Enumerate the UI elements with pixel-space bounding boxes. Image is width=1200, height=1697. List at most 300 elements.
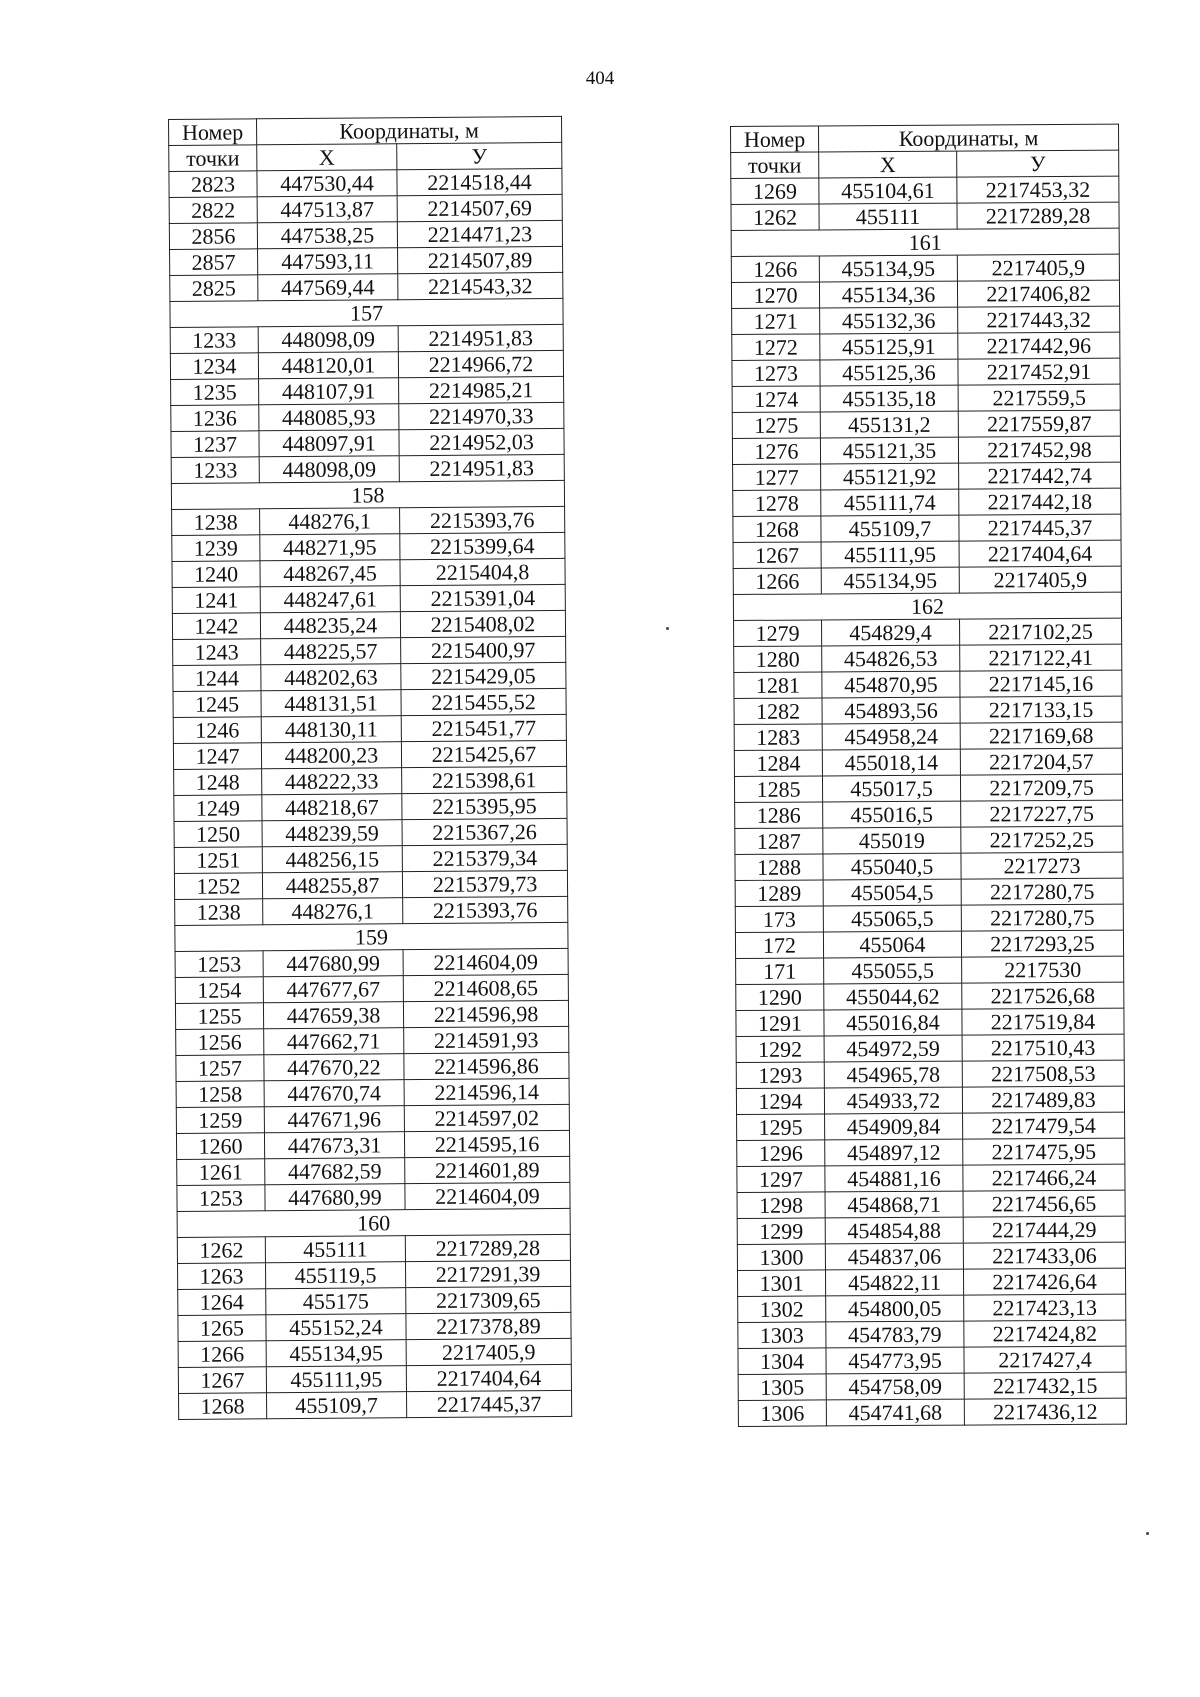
group-number: 160 xyxy=(177,1208,570,1237)
header-point-number-line2: точки xyxy=(731,152,819,179)
point-number-cell: 1257 xyxy=(176,1055,264,1082)
y-coordinate-cell: 2215398,61 xyxy=(402,766,567,793)
header-y: У xyxy=(397,142,562,169)
table-row xyxy=(170,246,563,275)
y-coordinate-cell: 2214596,14 xyxy=(404,1078,569,1105)
table-row xyxy=(173,740,566,769)
x-coordinate-cell: 448256,15 xyxy=(262,846,402,873)
y-coordinate-cell: 2217508,53 xyxy=(962,1060,1124,1087)
table-row xyxy=(174,818,567,847)
point-number-cell: 1242 xyxy=(172,613,260,640)
table-row xyxy=(735,878,1123,906)
y-coordinate-cell: 2217479,54 xyxy=(963,1112,1125,1139)
table-row xyxy=(734,774,1122,802)
y-coordinate-cell: 2214518,44 xyxy=(397,168,562,195)
y-coordinate-cell: 2214604,09 xyxy=(403,948,568,975)
point-number-cell: 1303 xyxy=(738,1322,826,1349)
x-coordinate-cell: 448271,95 xyxy=(260,534,400,561)
x-coordinate-cell: 455134,95 xyxy=(819,255,957,282)
y-coordinate-cell: 2217452,98 xyxy=(958,436,1120,463)
coordinates-table-left xyxy=(168,116,572,1420)
table-row xyxy=(178,1286,571,1315)
y-coordinate-cell: 2214966,72 xyxy=(398,350,563,377)
y-coordinate-cell: 2217405,9 xyxy=(957,254,1119,281)
group-header-row xyxy=(731,228,1119,256)
header-point-number-line2: точки xyxy=(169,145,257,172)
y-coordinate-cell: 2217453,32 xyxy=(957,176,1119,203)
table-row xyxy=(174,792,567,821)
point-number-cell: 1298 xyxy=(737,1192,825,1219)
x-coordinate-cell: 447680,99 xyxy=(265,1184,405,1211)
y-coordinate-cell: 2217423,13 xyxy=(964,1294,1126,1321)
y-coordinate-cell: 2217102,25 xyxy=(960,618,1122,645)
table-row xyxy=(171,402,564,431)
y-coordinate-cell: 2217442,96 xyxy=(958,332,1120,359)
y-coordinate-cell: 2217559,87 xyxy=(958,410,1120,437)
table-row xyxy=(732,306,1120,334)
y-coordinate-cell: 2217406,82 xyxy=(957,280,1119,307)
x-coordinate-cell: 447662,71 xyxy=(264,1028,404,1055)
x-coordinate-cell: 455064 xyxy=(823,931,961,958)
point-number-cell: 1249 xyxy=(174,795,262,822)
point-number-cell: 1263 xyxy=(177,1263,265,1290)
x-coordinate-cell: 447680,99 xyxy=(263,950,403,977)
point-number-cell: 1238 xyxy=(175,899,263,926)
point-number-cell: 1289 xyxy=(735,880,823,907)
table-row xyxy=(735,826,1123,854)
point-number-cell: 1233 xyxy=(171,457,259,484)
point-number-cell: 1245 xyxy=(173,691,261,718)
y-coordinate-cell: 2215404,8 xyxy=(400,558,565,585)
point-number-cell: 1266 xyxy=(731,256,819,283)
point-number-cell: 172 xyxy=(735,932,823,959)
table-row xyxy=(174,870,567,899)
table-row xyxy=(171,428,564,457)
x-coordinate-cell: 448120,01 xyxy=(258,352,398,379)
point-number-cell: 1275 xyxy=(732,412,820,439)
point-number-cell: 1253 xyxy=(177,1185,265,1212)
y-coordinate-cell: 2217289,28 xyxy=(957,202,1119,229)
table-row xyxy=(732,332,1120,360)
y-coordinate-cell: 2217526,68 xyxy=(962,982,1124,1009)
table-row xyxy=(734,618,1122,646)
group-header-row xyxy=(170,298,563,327)
point-number-cell: 1267 xyxy=(733,542,821,569)
group-header-row xyxy=(733,592,1121,620)
y-coordinate-cell: 2215367,26 xyxy=(402,818,567,845)
y-coordinate-cell: 2217443,32 xyxy=(958,306,1120,333)
group-header-row xyxy=(177,1208,570,1237)
header-coordinates: Координаты, м xyxy=(819,124,1119,152)
point-number-cell: 1268 xyxy=(179,1393,267,1420)
point-number-cell: 1234 xyxy=(170,353,258,380)
table-row xyxy=(169,168,562,197)
x-coordinate-cell: 447682,59 xyxy=(265,1158,405,1185)
table-row xyxy=(178,1312,571,1341)
x-coordinate-cell: 454826,53 xyxy=(822,645,960,672)
x-coordinate-cell: 455040,5 xyxy=(823,853,961,880)
y-coordinate-cell: 2217436,12 xyxy=(964,1398,1126,1425)
y-coordinate-cell: 2217404,64 xyxy=(406,1364,571,1391)
y-coordinate-cell: 2217559,5 xyxy=(958,384,1120,411)
table-row xyxy=(735,852,1123,880)
point-number-cell: 1268 xyxy=(733,516,821,543)
x-coordinate-cell: 454758,09 xyxy=(826,1373,964,1400)
x-coordinate-cell: 455111,74 xyxy=(821,489,959,516)
table-row xyxy=(733,462,1121,490)
y-coordinate-cell: 2215408,02 xyxy=(400,610,565,637)
x-coordinate-cell: 454933,72 xyxy=(824,1087,962,1114)
y-coordinate-cell: 2217145,16 xyxy=(960,670,1122,697)
point-number-cell: 171 xyxy=(736,958,824,985)
point-number-cell: 1254 xyxy=(175,977,263,1004)
y-coordinate-cell: 2217291,39 xyxy=(405,1260,570,1287)
table-row xyxy=(738,1346,1126,1374)
table-row xyxy=(177,1182,570,1211)
point-number-cell: 1305 xyxy=(738,1374,826,1401)
x-coordinate-cell: 447659,38 xyxy=(263,1002,403,1029)
x-coordinate-cell: 454868,71 xyxy=(825,1191,963,1218)
point-number-cell: 1288 xyxy=(735,854,823,881)
table-row xyxy=(173,688,566,717)
point-number-cell: 1253 xyxy=(175,951,263,978)
y-coordinate-cell: 2215379,73 xyxy=(402,870,567,897)
point-number-cell: 1306 xyxy=(738,1400,826,1427)
x-coordinate-cell: 455109,7 xyxy=(821,515,959,542)
y-coordinate-cell: 2215379,34 xyxy=(402,844,567,871)
x-coordinate-cell: 454741,68 xyxy=(826,1399,964,1426)
table-row xyxy=(172,506,565,535)
table-row xyxy=(172,584,565,613)
y-coordinate-cell: 2217289,28 xyxy=(405,1234,570,1261)
point-number-cell: 2825 xyxy=(170,275,258,302)
table-row xyxy=(733,514,1121,542)
y-coordinate-cell: 2217280,75 xyxy=(961,904,1123,931)
table-row xyxy=(173,714,566,743)
y-coordinate-cell: 2214985,21 xyxy=(399,376,564,403)
x-coordinate-cell: 448225,57 xyxy=(261,638,401,665)
group-number: 157 xyxy=(170,298,563,327)
y-coordinate-cell: 2217280,75 xyxy=(961,878,1123,905)
header-coordinates: Координаты, м xyxy=(257,116,562,144)
y-coordinate-cell: 2217452,91 xyxy=(958,358,1120,385)
y-coordinate-cell: 2217204,57 xyxy=(960,748,1122,775)
x-coordinate-cell: 448276,1 xyxy=(260,508,400,535)
y-coordinate-cell: 2215391,04 xyxy=(400,584,565,611)
point-number-cell: 1285 xyxy=(734,776,822,803)
point-number-cell: 1262 xyxy=(177,1237,265,1264)
point-number-cell: 1233 xyxy=(170,327,258,354)
x-coordinate-cell: 448276,1 xyxy=(263,898,403,925)
table-row xyxy=(738,1398,1126,1426)
table-row xyxy=(735,904,1123,932)
point-number-cell: 1300 xyxy=(737,1244,825,1271)
y-coordinate-cell: 2215393,76 xyxy=(403,896,568,923)
x-coordinate-cell: 455134,36 xyxy=(819,281,957,308)
table-row xyxy=(737,1216,1125,1244)
x-coordinate-cell: 454800,05 xyxy=(826,1295,964,1322)
table-row xyxy=(738,1320,1126,1348)
y-coordinate-cell: 2215400,97 xyxy=(401,636,566,663)
point-number-cell: 1264 xyxy=(178,1289,266,1316)
x-coordinate-cell: 455125,36 xyxy=(820,359,958,386)
y-coordinate-cell: 2215451,77 xyxy=(401,714,566,741)
x-coordinate-cell: 447673,31 xyxy=(264,1132,404,1159)
point-number-cell: 1256 xyxy=(176,1029,264,1056)
y-coordinate-cell: 2214507,69 xyxy=(397,194,562,221)
x-coordinate-cell: 447593,11 xyxy=(258,248,398,275)
point-number-cell: 1271 xyxy=(732,308,820,335)
table-row xyxy=(171,376,564,405)
point-number-cell: 1240 xyxy=(172,561,260,588)
y-coordinate-cell: 2217433,06 xyxy=(963,1242,1125,1269)
table-row xyxy=(736,1086,1124,1114)
y-coordinate-cell: 2214471,23 xyxy=(397,220,562,247)
header-y: У xyxy=(957,150,1119,177)
point-number-cell: 1281 xyxy=(734,672,822,699)
point-number-cell: 1282 xyxy=(734,698,822,725)
y-coordinate-cell: 2215399,64 xyxy=(400,532,565,559)
table-row xyxy=(178,1338,571,1367)
x-coordinate-cell: 455111 xyxy=(819,203,957,230)
x-coordinate-cell: 455111,95 xyxy=(266,1366,406,1393)
y-coordinate-cell: 2217466,24 xyxy=(963,1164,1125,1191)
table-row xyxy=(177,1234,570,1263)
point-number-cell: 1301 xyxy=(737,1270,825,1297)
x-coordinate-cell: 454909,84 xyxy=(825,1113,963,1140)
point-number-cell: 1269 xyxy=(731,178,819,205)
table-row xyxy=(736,1060,1124,1088)
point-number-cell: 1270 xyxy=(731,282,819,309)
point-number-cell: 1239 xyxy=(172,535,260,562)
x-coordinate-cell: 454822,11 xyxy=(825,1269,963,1296)
point-number-cell: 1283 xyxy=(734,724,822,751)
point-number-cell: 1251 xyxy=(174,847,262,874)
table-row xyxy=(734,722,1122,750)
x-coordinate-cell: 448098,09 xyxy=(258,326,398,353)
point-number-cell: 1287 xyxy=(735,828,823,855)
point-number-cell: 173 xyxy=(735,906,823,933)
point-number-cell: 1248 xyxy=(174,769,262,796)
point-number-cell: 1296 xyxy=(737,1140,825,1167)
point-number-cell: 1261 xyxy=(177,1159,265,1186)
table-row xyxy=(731,202,1119,230)
x-coordinate-cell: 455016,84 xyxy=(824,1009,962,1036)
point-number-cell: 1284 xyxy=(734,750,822,777)
y-coordinate-cell: 2215455,52 xyxy=(401,688,566,715)
x-coordinate-cell: 455125,91 xyxy=(820,333,958,360)
x-coordinate-cell: 454783,79 xyxy=(826,1321,964,1348)
x-coordinate-cell: 448085,93 xyxy=(259,404,399,431)
point-number-cell: 1259 xyxy=(176,1107,264,1134)
group-number: 161 xyxy=(731,228,1119,256)
y-coordinate-cell: 2214608,65 xyxy=(403,974,568,1001)
x-coordinate-cell: 447670,22 xyxy=(264,1054,404,1081)
y-coordinate-cell: 2217530 xyxy=(962,956,1124,983)
table-row xyxy=(179,1390,572,1419)
x-coordinate-cell: 455131,2 xyxy=(820,411,958,438)
table-row xyxy=(175,1000,568,1029)
point-number-cell: 1241 xyxy=(172,587,260,614)
y-coordinate-cell: 2214507,89 xyxy=(398,246,563,273)
point-number-cell: 1292 xyxy=(736,1036,824,1063)
point-number-cell: 1295 xyxy=(737,1114,825,1141)
table-row xyxy=(175,948,568,977)
table-row xyxy=(736,956,1124,984)
x-coordinate-cell: 448218,67 xyxy=(262,794,402,821)
point-number-cell: 1243 xyxy=(173,639,261,666)
x-coordinate-cell: 455017,5 xyxy=(822,775,960,802)
table-row xyxy=(737,1190,1125,1218)
point-number-cell: 1252 xyxy=(174,873,262,900)
table-row xyxy=(172,610,565,639)
x-coordinate-cell: 455055,5 xyxy=(824,957,962,984)
x-coordinate-cell: 448239,59 xyxy=(262,820,402,847)
x-coordinate-cell: 455121,92 xyxy=(821,463,959,490)
group-number: 162 xyxy=(733,592,1121,620)
table-row xyxy=(734,644,1122,672)
y-coordinate-cell: 2217378,89 xyxy=(406,1312,571,1339)
table-row xyxy=(732,358,1120,386)
point-number-cell: 2822 xyxy=(169,197,257,224)
point-number-cell: 1280 xyxy=(734,646,822,673)
x-coordinate-cell: 455119,5 xyxy=(265,1262,405,1289)
x-coordinate-cell: 448267,45 xyxy=(260,560,400,587)
point-number-cell: 1238 xyxy=(172,509,260,536)
x-coordinate-cell: 448131,51 xyxy=(261,690,401,717)
point-number-cell: 2857 xyxy=(170,249,258,276)
y-coordinate-cell: 2217510,43 xyxy=(962,1034,1124,1061)
table-row xyxy=(178,1364,571,1393)
x-coordinate-cell: 454958,24 xyxy=(822,723,960,750)
x-coordinate-cell: 455065,5 xyxy=(823,905,961,932)
point-number-cell: 1236 xyxy=(171,405,259,432)
y-coordinate-cell: 2217432,15 xyxy=(964,1372,1126,1399)
table-row xyxy=(175,974,568,1003)
table-row xyxy=(736,982,1124,1010)
scan-speck xyxy=(1146,1532,1149,1535)
x-coordinate-cell: 454854,88 xyxy=(825,1217,963,1244)
point-number-cell: 1258 xyxy=(176,1081,264,1108)
point-number-cell: 1290 xyxy=(736,984,824,1011)
y-coordinate-cell: 2214601,89 xyxy=(405,1156,570,1183)
x-coordinate-cell: 454829,4 xyxy=(822,619,960,646)
x-coordinate-cell: 448107,91 xyxy=(259,378,399,405)
point-number-cell: 1286 xyxy=(735,802,823,829)
x-coordinate-cell: 455121,35 xyxy=(820,437,958,464)
y-coordinate-cell: 2217273 xyxy=(961,852,1123,879)
table-row xyxy=(174,766,567,795)
y-coordinate-cell: 2217444,29 xyxy=(963,1216,1125,1243)
y-coordinate-cell: 2217404,64 xyxy=(959,540,1121,567)
y-coordinate-cell: 2217442,74 xyxy=(959,462,1121,489)
point-number-cell: 1266 xyxy=(733,568,821,595)
x-coordinate-cell: 447538,25 xyxy=(257,222,397,249)
y-coordinate-cell: 2217169,68 xyxy=(960,722,1122,749)
x-coordinate-cell: 455134,95 xyxy=(821,567,959,594)
table-row xyxy=(169,194,562,223)
point-number-cell: 1273 xyxy=(732,360,820,387)
table-row xyxy=(735,930,1123,958)
header-x: Х xyxy=(819,151,957,178)
y-coordinate-cell: 2217309,65 xyxy=(406,1286,571,1313)
point-number-cell: 1262 xyxy=(731,204,819,231)
table-row xyxy=(176,1078,569,1107)
x-coordinate-cell: 454870,95 xyxy=(822,671,960,698)
y-coordinate-cell: 2214595,16 xyxy=(404,1130,569,1157)
table-row xyxy=(176,1052,569,1081)
x-coordinate-cell: 447677,67 xyxy=(263,976,403,1003)
table-row xyxy=(737,1164,1125,1192)
group-header-row xyxy=(175,922,568,951)
table-row xyxy=(732,436,1120,464)
x-coordinate-cell: 455018,14 xyxy=(822,749,960,776)
table-row xyxy=(172,532,565,561)
table-row xyxy=(170,324,563,353)
x-coordinate-cell: 455016,5 xyxy=(823,801,961,828)
table-row xyxy=(177,1156,570,1185)
y-coordinate-cell: 2217227,75 xyxy=(961,800,1123,827)
table-row xyxy=(731,176,1119,204)
y-coordinate-cell: 2214951,83 xyxy=(399,454,564,481)
x-coordinate-cell: 455132,36 xyxy=(820,307,958,334)
y-coordinate-cell: 2217456,65 xyxy=(963,1190,1125,1217)
table-row xyxy=(174,844,567,873)
x-coordinate-cell: 454972,59 xyxy=(824,1035,962,1062)
x-coordinate-cell: 448130,11 xyxy=(261,716,401,743)
table-row xyxy=(734,670,1122,698)
table-row xyxy=(737,1268,1125,1296)
x-coordinate-cell: 455175 xyxy=(266,1288,406,1315)
point-number-cell: 1266 xyxy=(178,1341,266,1368)
table-row xyxy=(170,350,563,379)
x-coordinate-cell: 448235,24 xyxy=(260,612,400,639)
y-coordinate-cell: 2215429,05 xyxy=(401,662,566,689)
table-row xyxy=(733,566,1121,594)
y-coordinate-cell: 2214596,98 xyxy=(403,1000,568,1027)
x-coordinate-cell: 454965,78 xyxy=(824,1061,962,1088)
y-coordinate-cell: 2214951,83 xyxy=(398,324,563,351)
point-number-cell: 1246 xyxy=(173,717,261,744)
point-number-cell: 1278 xyxy=(733,490,821,517)
table-row xyxy=(171,454,564,483)
table-row xyxy=(737,1138,1125,1166)
table-row xyxy=(735,800,1123,828)
x-coordinate-cell: 455111 xyxy=(265,1236,405,1263)
y-coordinate-cell: 2217519,84 xyxy=(962,1008,1124,1035)
x-coordinate-cell: 448098,09 xyxy=(259,456,399,483)
table-row xyxy=(176,1130,569,1159)
y-coordinate-cell: 2217427,4 xyxy=(964,1346,1126,1373)
y-coordinate-cell: 2217445,37 xyxy=(407,1390,572,1417)
point-number-cell: 1274 xyxy=(732,386,820,413)
x-coordinate-cell: 447513,87 xyxy=(257,196,397,223)
y-coordinate-cell: 2217475,95 xyxy=(963,1138,1125,1165)
table-body-left xyxy=(169,168,572,1419)
x-coordinate-cell: 448255,87 xyxy=(262,872,402,899)
table-row xyxy=(732,410,1120,438)
table-row xyxy=(734,748,1122,776)
y-coordinate-cell: 2214597,02 xyxy=(404,1104,569,1131)
x-coordinate-cell: 448247,61 xyxy=(260,586,400,613)
coordinates-table-right xyxy=(730,124,1127,1427)
x-coordinate-cell: 454881,16 xyxy=(825,1165,963,1192)
header-point-number-line1: Номер xyxy=(169,119,257,146)
point-number-cell: 1272 xyxy=(732,334,820,361)
x-coordinate-cell: 455109,7 xyxy=(267,1392,407,1419)
point-number-cell: 1291 xyxy=(736,1010,824,1037)
x-coordinate-cell: 447670,74 xyxy=(264,1080,404,1107)
